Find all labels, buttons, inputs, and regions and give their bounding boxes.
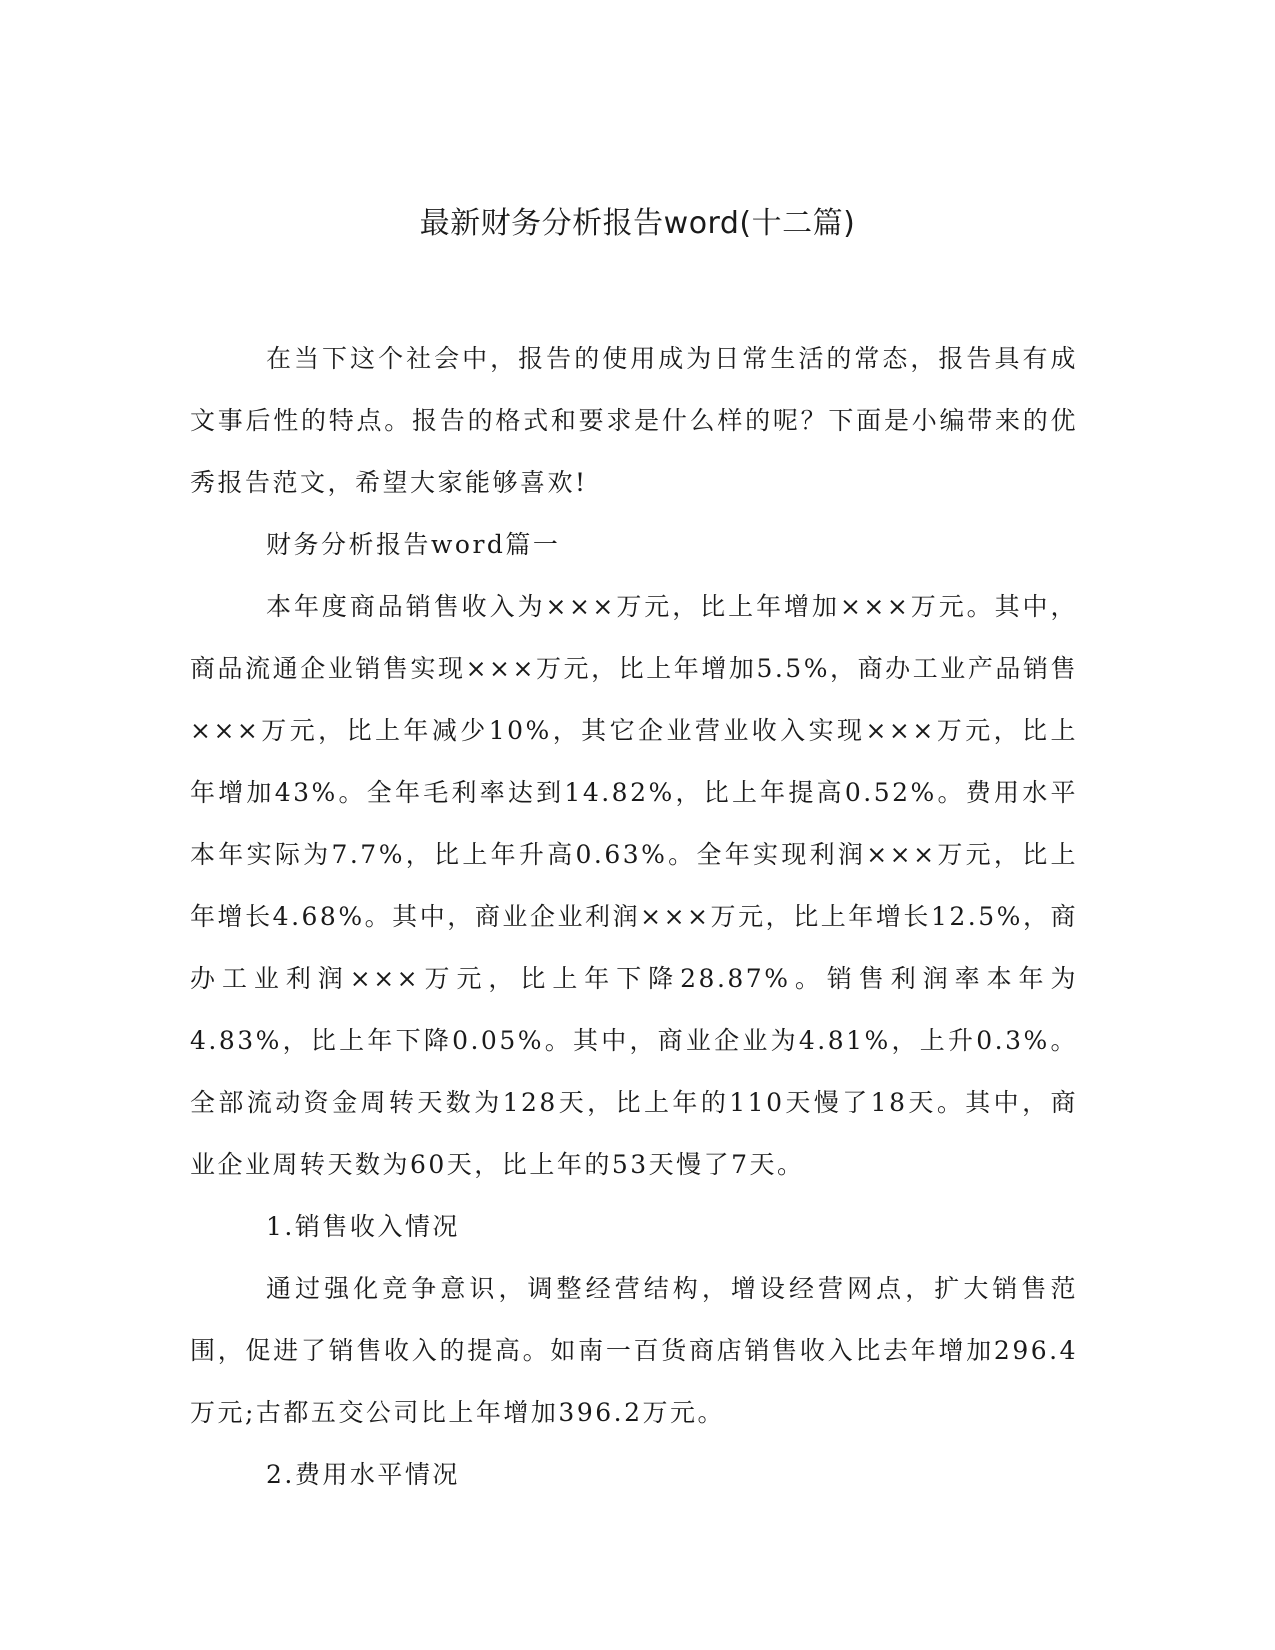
subheading-sales-revenue: 1.销售收入情况 [266,1212,460,1241]
document-title: 最新财务分析报告word(十二篇) [419,206,856,241]
intro-paragraph: 在当下这个社会中，报告的使用成为日常生活的常态，报告具有成文事后性的特点。报告的格式和要求是什么样的呢？下面是小编带来的优秀报告范文，希望大家能够喜欢! [190,344,1078,497]
summary-paragraph: 本年度商品销售收入为×××万元，比上年增加×××万元。其中，商品流通企业销售实现×××万元，比上年增加5.5%，商办工业产品销售×××万元，比上年减少10%，其它企业营业收入实现×××万元，比上年增加43%。全年毛利率达到14.82%，比上年提高0.52%。费用水平本年实际为7.7%，比上年升高0.63%。全年实现利润×××万元，比上年增长4.68%。其中，商业企业利润×××万元，比上年增长12.5%，商办工业利润×××万元，比上年下降28.87%。销售利润率本年为4.83%，比上年下降0.05%。其中，商业企业为4.81%，上升0.3%。全部流动资金周转天数为128天，比上年的110天慢了18天。其中，商业企业周转天数为60天，比上年的53天慢了7天。 [190,592,1078,1179]
subheading-expense-level: 2.费用水平情况 [266,1460,460,1489]
sales-revenue-paragraph: 通过强化竞争意识，调整经营结构，增设经营网点，扩大销售范围，促进了销售收入的提高。如南一百货商店销售收入比去年增加296.4万元;古都五交公司比上年增加396.2万元。 [190,1274,1078,1427]
section-heading-part-one: 财务分析报告word篇一 [266,530,561,559]
document-body [190,328,1078,1506]
